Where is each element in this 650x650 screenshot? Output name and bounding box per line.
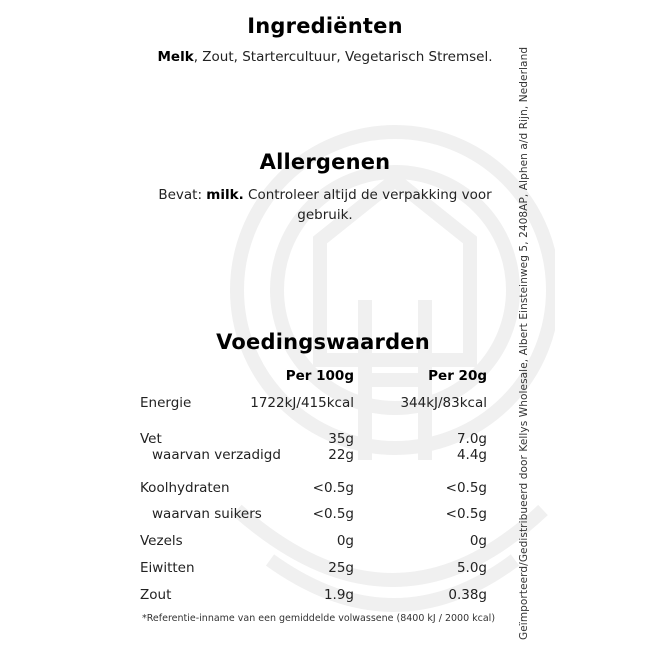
row-label: Eiwitten: [140, 560, 195, 576]
row-value-per-20g: 7.0g: [456, 431, 487, 447]
row-label: Zout: [140, 587, 172, 603]
row-value-per-20g: 0.38g: [448, 587, 487, 603]
allergens-bold: milk.: [206, 187, 244, 203]
row-label: Vezels: [140, 533, 183, 549]
row-value-per-100g: 35g: [328, 431, 354, 447]
table-row: [140, 506, 490, 526]
allergens-rest-line1: Controleer altijd de verpakking voor: [243, 187, 492, 203]
allergens-heading: Allergenen: [259, 150, 391, 174]
row-value-per-100g: 1.9g: [323, 587, 354, 603]
table-row: [140, 560, 490, 580]
row-value-per-100g: 22g: [328, 447, 354, 463]
row-value-per-100g: 1722kJ/415kcal: [250, 395, 354, 411]
row-label: waarvan verzadigd: [152, 447, 281, 463]
allergens-text: [145, 185, 505, 225]
row-label: Koolhydraten: [140, 480, 230, 496]
nutrition-heading: Voedingswaarden: [216, 330, 430, 354]
row-value-per-100g: 25g: [328, 560, 354, 576]
row-value-per-20g: <0.5g: [445, 480, 487, 496]
table-row: [140, 480, 490, 500]
ingredients-text: [0, 47, 650, 67]
footnote: *Referentie-inname van een gemiddelde volwassene (8400 kJ / 2000 kcal): [142, 613, 496, 624]
col1-header: Per 100g: [285, 368, 354, 384]
ingredients-rest: , Zout, Startercultuur, Vegetarisch Stremsel.: [193, 49, 493, 65]
row-value-per-100g: 0g: [336, 533, 354, 549]
row-value-per-20g: 4.4g: [456, 447, 487, 463]
row-value-per-100g: <0.5g: [312, 480, 354, 496]
row-value-per-20g: <0.5g: [445, 506, 487, 522]
distributor-vertical-text: Geïmporteerd/Gedistribueerd door Kellys Wholesale, Albert Einsteinweg 5, 2408AP, Alphen a/d Rijn, Nederland: [518, 46, 530, 640]
row-label: waarvan suikers: [152, 506, 262, 522]
col2-header: Per 20g: [428, 368, 487, 384]
ingredients-heading: Ingrediënten: [247, 14, 403, 38]
row-value-per-20g: 5.0g: [456, 560, 487, 576]
row-value-per-20g: 0g: [469, 533, 487, 549]
row-label: Energie: [140, 395, 192, 411]
table-row: [140, 395, 490, 415]
table-row: [140, 533, 490, 553]
row-value-per-20g: 344kJ/83kcal: [400, 395, 487, 411]
row-value-per-100g: <0.5g: [312, 506, 354, 522]
allergens-prefix: Bevat:: [158, 187, 207, 203]
row-label: Vet: [140, 431, 162, 447]
ingredients-bold: Melk: [157, 49, 194, 65]
allergens-rest-line2: gebruik.: [297, 207, 353, 223]
table-row: [140, 447, 490, 467]
table-row: [140, 587, 490, 607]
